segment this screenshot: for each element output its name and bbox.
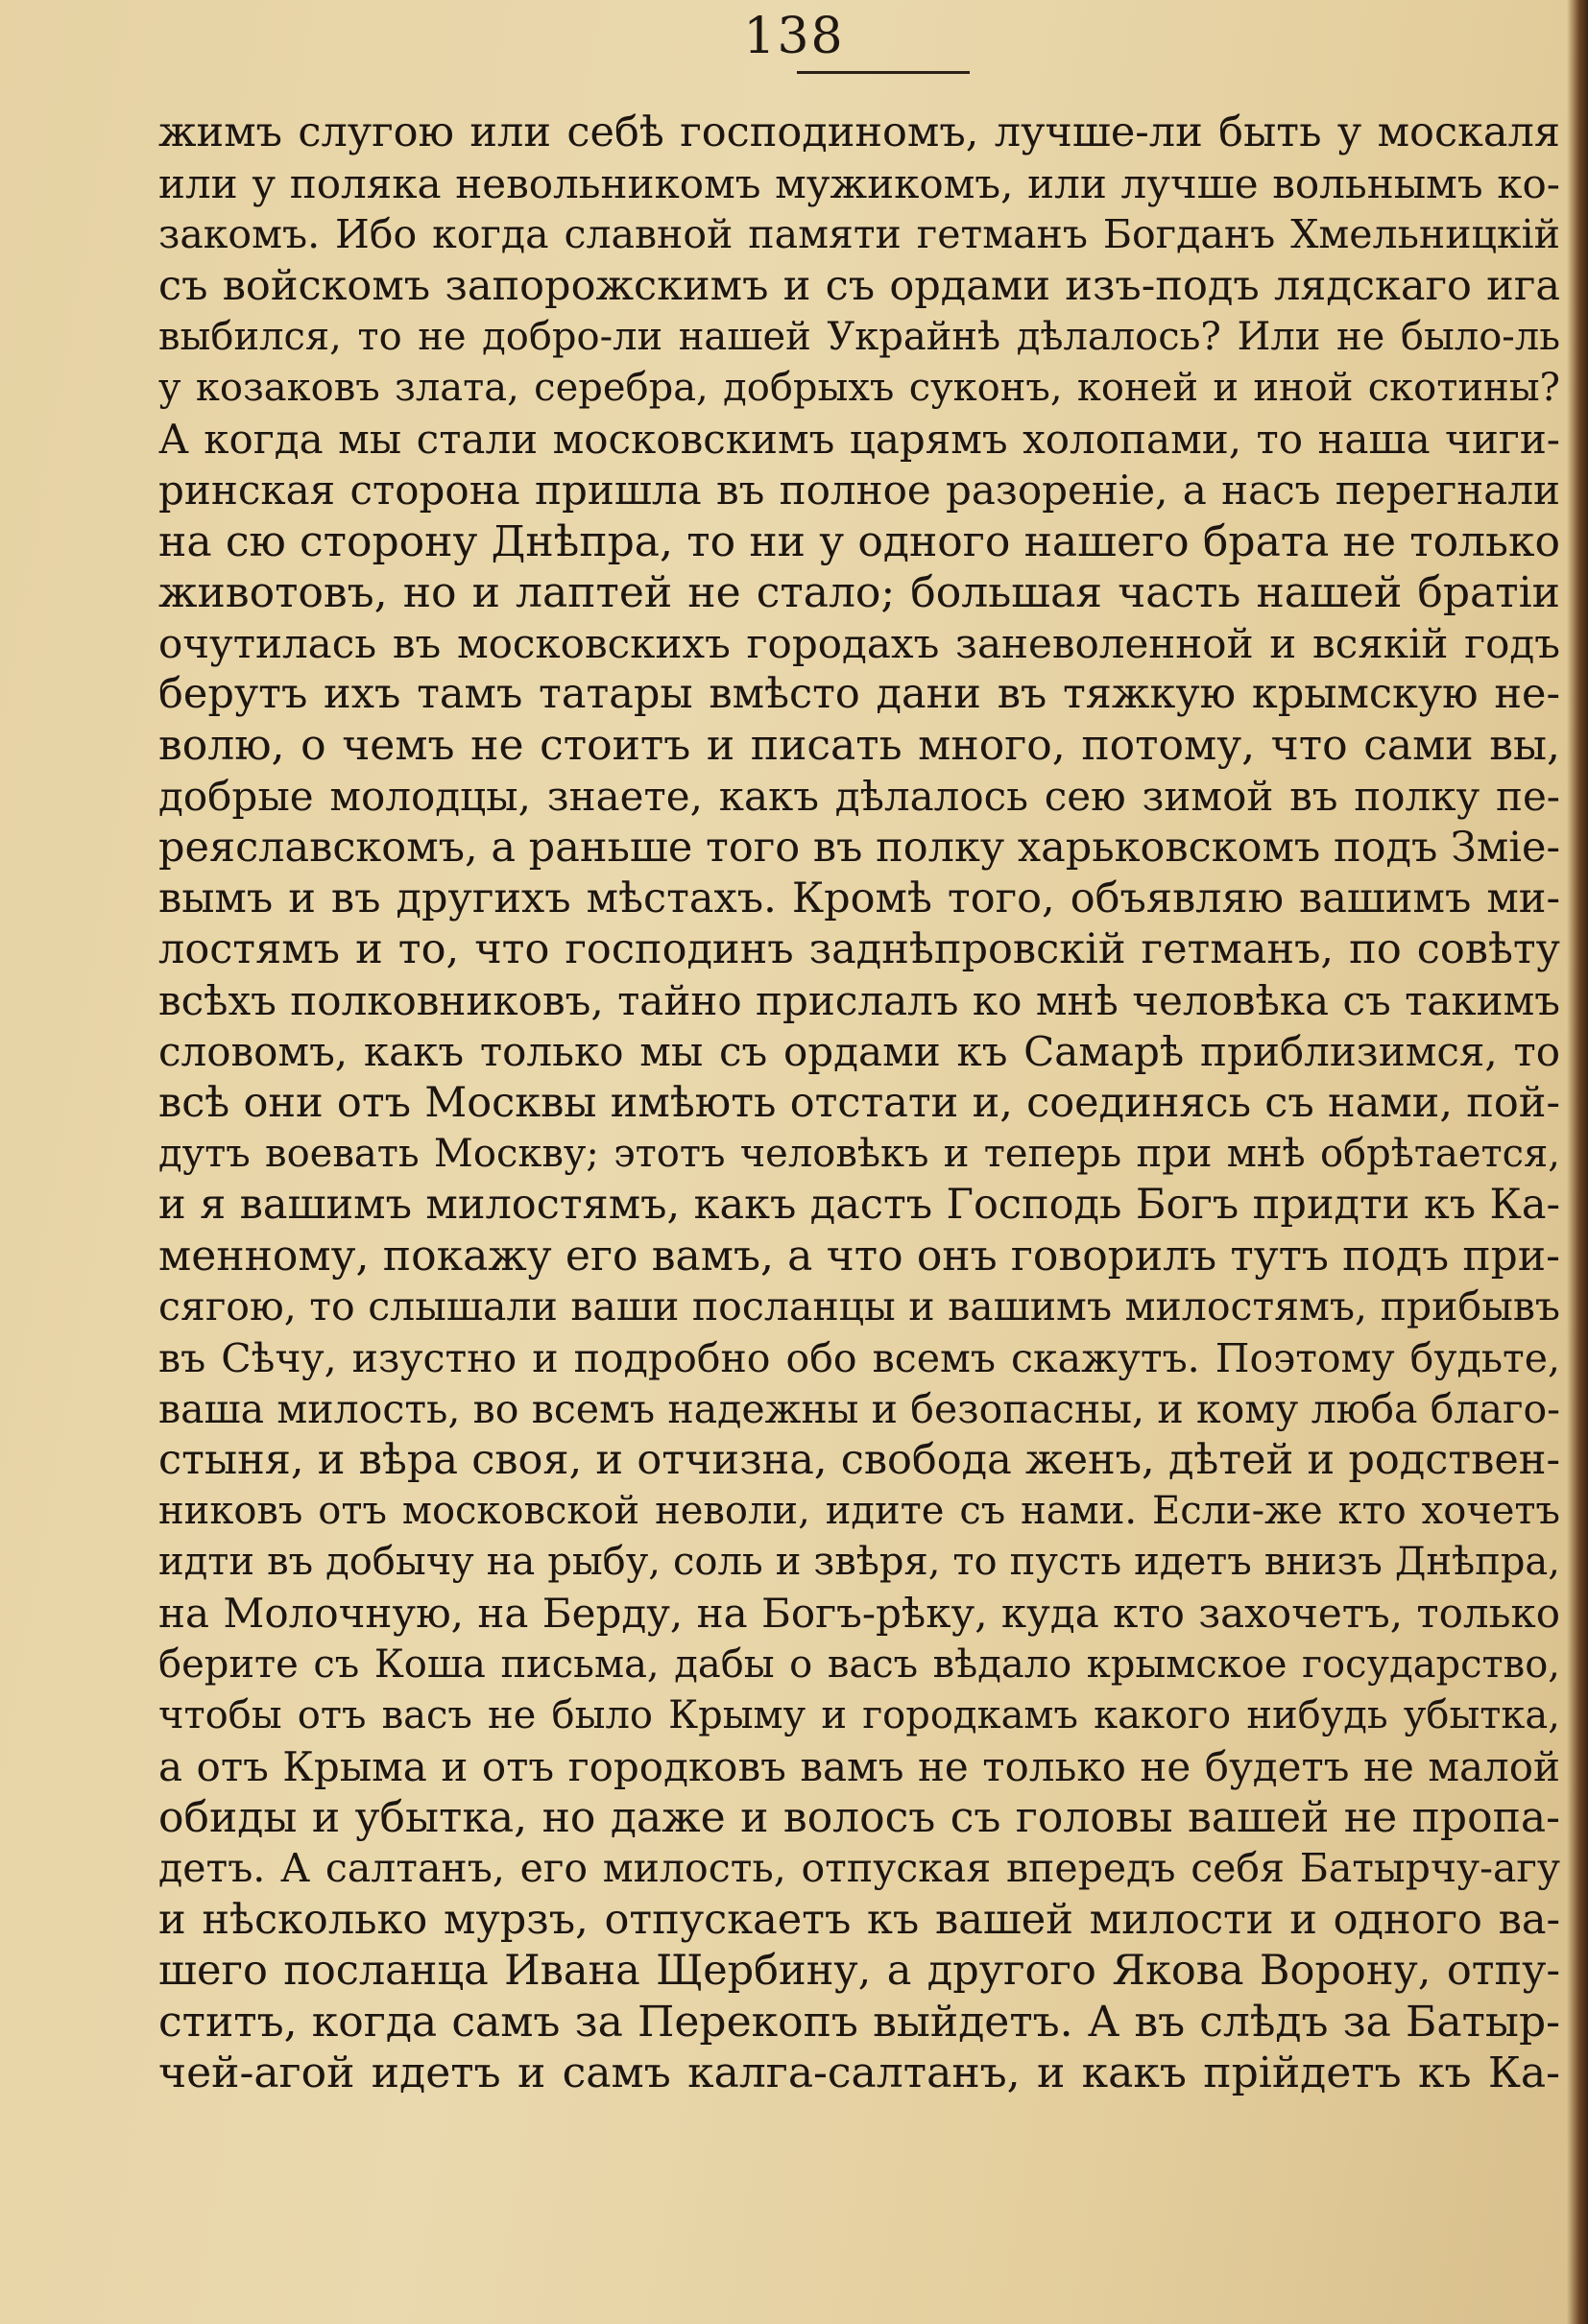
text-line: въ Сѣчу, изустно и подробно обо всемъ скажутъ. Поэтому будьте, [158,1334,1560,1381]
text-line: шего посланца Ивана Щербину, а другого Якова Ворону, отпу- [158,1946,1560,1995]
text-line: вымъ и въ другихъ мѣстахъ. Кромѣ того, объявляю вашимъ ми- [158,874,1560,922]
text-line: чтобы отъ васъ не было Крыму и городкамъ какого нибудь убытка, [158,1692,1560,1737]
text-line: и я вашимъ милостямъ, какъ дастъ Господь Богъ придти къ Ка- [158,1180,1560,1229]
text-line: А когда мы стали московскимъ царямъ холопами, то наша чиги- [158,416,1560,464]
text-line: у козаковъ злата, серебра, добрыхъ суконъ, коней и иной скотины? [158,365,1560,410]
text-line: дутъ воевать Москву; этотъ человѣкъ и теперь при мнѣ обрѣтается, [158,1131,1560,1176]
text-line: ваша милость, во всемъ надежны и безопасны, и кому люба благо- [158,1385,1560,1432]
page-number: 138 [743,8,845,65]
text-line: а отъ Крыма и отъ городковъ вамъ не только не будетъ не малой [158,1743,1560,1790]
text-line: и нѣсколько мурзъ, отпускаетъ къ вашей милости и одного ва- [158,1895,1560,1944]
body-text [158,108,1560,2098]
text-line: закомъ. Ибо когда славной памяти гетманъ Богданъ Хмельницкій [158,211,1560,258]
text-line: менному, покажу его вамъ, а что онъ говорилъ тутъ подъ при- [158,1232,1560,1282]
text-line: обиды и убытка, но даже и волосъ съ головы вашей не пропа- [158,1793,1560,1843]
text-line: или у поляка невольникомъ мужикомъ, или лучше вольнымъ ко- [158,160,1560,208]
text-line: словомъ, какъ только мы съ ордами къ Самарѣ приблизимся, то [158,1028,1560,1076]
text-line: стыня, и вѣра своя, и отчизна, свобода женъ, дѣтей и родствен- [158,1435,1560,1484]
text-line: лостямъ и то, что господинъ заднѣпровскій гетманъ, по совѣту [158,925,1560,973]
text-line: жимъ слугою или себѣ господиномъ, лучше-ли быть у москаля [158,108,1560,156]
text-line: реяславскомъ, а раньше того въ полку харьковскомъ подъ Зміе- [158,823,1560,872]
page-edge-shadow [1567,0,1588,2324]
text-line: выбился, то не добро-ли нашей Украйнѣ дѣлалось? Или не было-ль [158,314,1560,359]
text-line: берутъ ихъ тамъ татары вмѣсто дани въ тяжкую крымскую не- [158,670,1560,719]
text-line: на Молочную, на Берду, на Богъ-рѣку, куда кто захочетъ, только [158,1590,1560,1638]
text-line: очутилась въ московскихъ городахъ заневоленной и всякій годъ [158,619,1560,667]
text-line: сягою, то слышали ваши посланцы и вашимъ милостямъ, прибывъ [158,1283,1560,1330]
text-line: всѣхъ полковниковъ, тайно прислалъ ко мнѣ человѣка съ такимъ [158,977,1560,1025]
text-line: ститъ, когда самъ за Перекопъ выйдетъ. А въ слѣдъ за Батыр- [158,1997,1560,2047]
text-line: никовъ отъ московской неволи, идите съ нами. Если-же кто хочетъ [158,1489,1560,1534]
text-line: добрые молодцы, знаете, какъ дѣлалось сею зимой въ полку пе- [158,773,1560,821]
header-rule [797,71,970,74]
text-line: чей-агой идетъ и самъ калга-салтанъ, и какъ прійдетъ къ Ка- [158,2048,1560,2098]
text-line: идти въ добычу на рыбу, соль и звѣря, то пусть идетъ внизъ Днѣпра, [158,1540,1560,1585]
text-line: берите съ Коша письма, дабы о васъ вѣдало крымское государство, [158,1641,1560,1687]
text-line: ринская сторона пришла въ полное разореніе, а насъ перегнали [158,467,1560,515]
text-line: на сю сторону Днѣпра, то ни у одного нашего брата не только [158,516,1560,566]
text-line: волю, о чемъ не стоитъ и писать много, потому, что сами вы, [158,721,1560,771]
text-line: животовъ, но и лаптей не стало; большая часть нашей братіи [158,567,1560,617]
text-line: всѣ они отъ Москвы имѣють отстати и, соединясь съ нами, пой- [158,1078,1560,1127]
text-line: детъ. А салтанъ, его милость, отпуская впередъ себя Батырчу-агу [158,1845,1560,1892]
text-line: съ войскомъ запорожскимъ и съ ордами изъ-подъ лядскаго ига [158,261,1560,310]
